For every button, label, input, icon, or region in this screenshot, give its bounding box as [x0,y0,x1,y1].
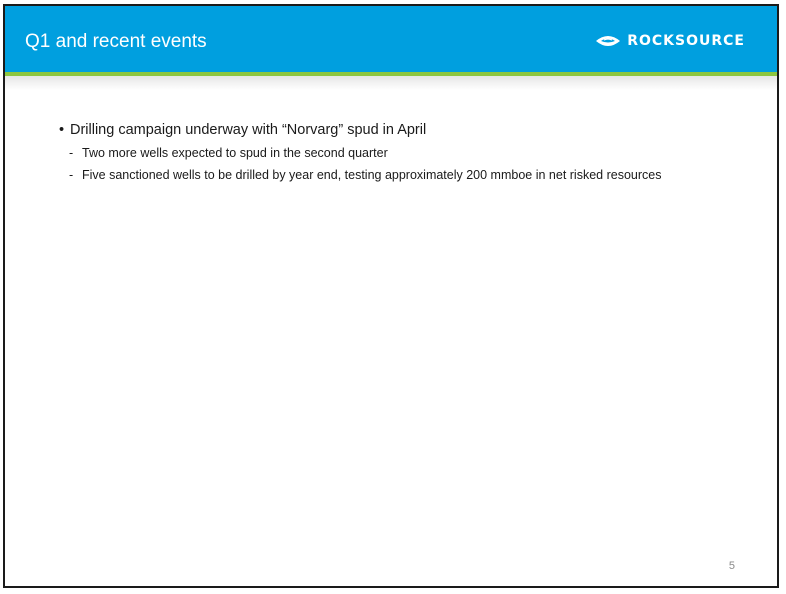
main-bullet: • Drilling campaign underway with “Norvarg” spud in April [59,120,739,140]
header-shadow [5,76,777,90]
slide-title: Q1 and recent events [25,31,207,52]
slide-content [59,120,739,190]
sub-bullet-2: - Five sanctioned wells to be drilled by year end, testing approximately 200 mmboe in net risked resources [69,168,739,183]
sub-bullet-1: - Two more wells expected to spud in the second quarter [69,146,739,161]
slide-header [5,6,777,72]
logo-text: ROCKSOURCE [627,33,745,49]
page-number: 5 [728,560,735,572]
slide [3,4,779,588]
rocksource-eye-logo-icon [595,33,621,49]
company-logo [595,31,745,51]
sub-bullet-list [59,146,739,183]
